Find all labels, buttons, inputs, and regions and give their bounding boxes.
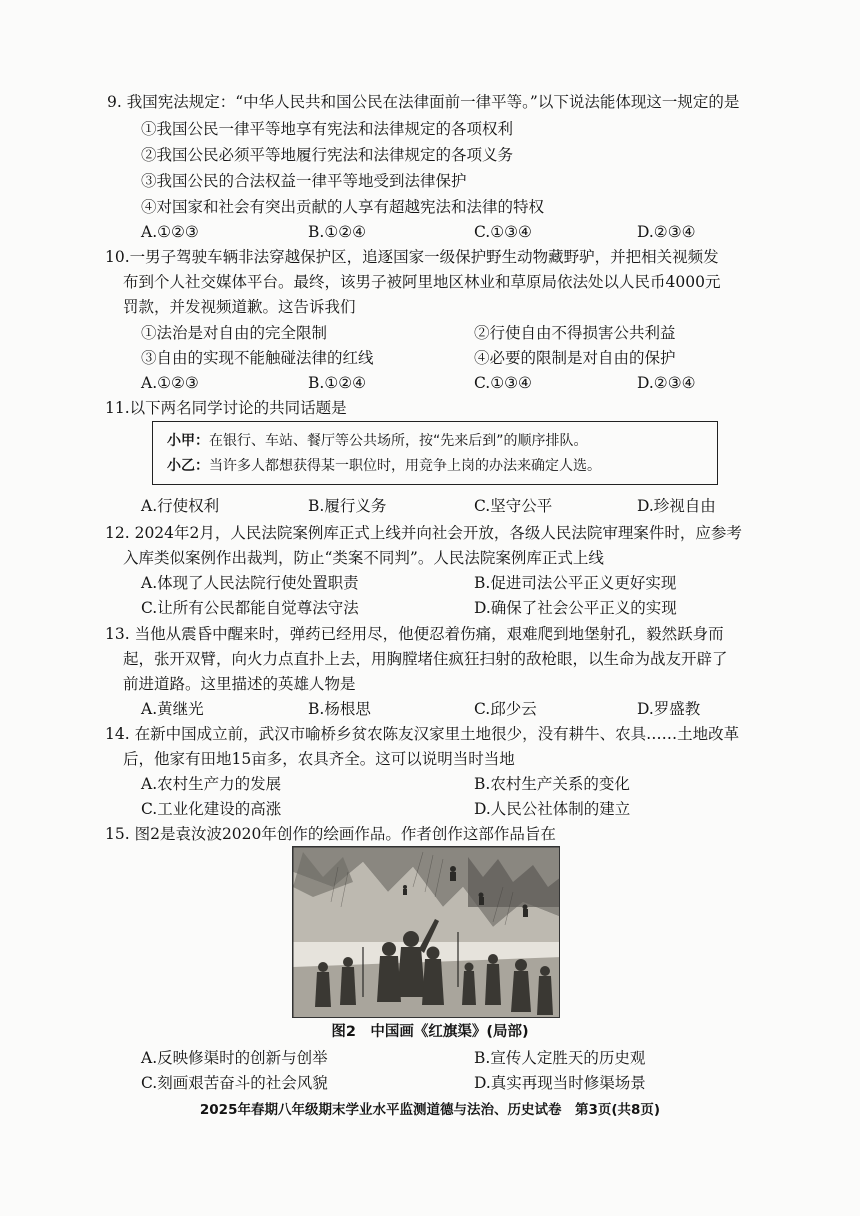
q11-option-a: A.行使权利 [141, 497, 220, 515]
painting-illustration [293, 847, 560, 1018]
speaker-xiaojia: 小甲： [167, 433, 209, 449]
q14-option-c: C.工业化建设的高涨 [141, 800, 282, 818]
q10-option-c: C.①③④ [474, 374, 532, 392]
q10-item-4: ④必要的限制是对自由的保护 [474, 349, 676, 367]
q9-item-3: ③我国公民的合法权益一律平等地受到法律保护 [141, 172, 467, 190]
q13-stem-line-3: 前进道路。这里描述的英雄人物是 [123, 675, 356, 693]
q12-stem-line-1: 12. 2024年2月，人民法院案例库正式上线并向社会开放，各级人民法院审理案件时，应参考 [105, 524, 742, 542]
q14-option-a: A.农村生产力的发展 [141, 775, 282, 793]
q14-option-d: D.人民公社体制的建立 [474, 800, 631, 818]
page-footer: 2025年春期八年级期末学业水平监测道德与法治、历史试卷 第3页(共8页) [199, 1102, 661, 1118]
q11-option-c: C.坚守公平 [474, 497, 553, 515]
q9-item-1: ①我国公民一律平等地享有宪法和法律规定的各项权利 [141, 120, 514, 138]
q10-stem-line-3: 罚款，并发视频道歉。这告诉我们 [123, 298, 356, 316]
q10-stem-line-1: 10.一男子驾驶车辆非法穿越保护区，追逐国家一级保护野生动物藏野驴，并把相关视频发 [105, 248, 719, 266]
q13-option-c: C.邱少云 [474, 700, 537, 718]
q11-dialogue-line-2 [167, 455, 601, 477]
q10-item-1: ①法治是对自由的完全限制 [141, 324, 328, 342]
q9-item-2: ②我国公民必须平等地履行宪法和法律规定的各项义务 [141, 146, 514, 164]
q15-option-b: B.宣传人定胜天的历史观 [474, 1049, 646, 1067]
painting-red-flag-canal-image [292, 846, 560, 1018]
q11-stem: 11.以下两名同学讨论的共同话题是 [105, 399, 347, 417]
q14-stem-line-1: 14. 在新中国成立前，武汉市喻桥乡贫农陈友汉家里土地很少，没有耕牛、农具……土地改革 [105, 725, 740, 743]
figure-caption: 图2 中国画《红旗渠》(局部) [331, 1024, 529, 1040]
q15-option-c: C.刻画艰苦奋斗的社会风貌 [141, 1074, 328, 1092]
q10-stem-line-2: 布到个人社交媒体平台。最终，该男子被阿里地区林业和草原局依法处以人民币4000元 [123, 273, 721, 291]
speaker-xiaoyi-text: 当许多人都想获得某一职位时，用竞争上岗的办法来确定人选。 [209, 458, 601, 474]
q12-stem-line-2: 入库类似案例作出裁判，防止“类案不同判”。人民法院案例库正式上线 [123, 549, 604, 567]
q9-option-a: A.①②③ [141, 223, 199, 241]
q15-option-a: A.反映修渠时的创新与创举 [141, 1049, 328, 1067]
q13-stem-line-1: 13. 当他从震昏中醒来时，弹药已经用尽，他便忍着伤痛，艰难爬到地堡射孔，毅然跃身而 [105, 625, 724, 643]
q12-option-d: D.确保了社会公平正义的实现 [474, 599, 677, 617]
q13-option-a: A.黄继光 [141, 700, 204, 718]
q14-stem-line-2: 后，他家有田地15亩多，农具齐全。这可以说明当时当地 [123, 750, 515, 768]
q11-option-b: B.履行义务 [308, 497, 387, 515]
q11-dialogue-box [152, 421, 718, 485]
speaker-xiaojia-text: 在银行、车站、餐厅等公共场所，按“先来后到”的顺序排队。 [209, 433, 588, 449]
q9-item-4: ④对国家和社会有突出贡献的人享有超越宪法和法律的特权 [141, 198, 545, 216]
q10-option-b: B.①②④ [308, 374, 367, 392]
q11-dialogue-line-1 [167, 430, 588, 452]
q10-item-2: ②行使自由不得损害公共利益 [474, 324, 676, 342]
q9-option-b: B.①②④ [308, 223, 367, 241]
q15-stem: 15. 图2是袁汝波2020年创作的绘画作品。作者创作这部作品旨在 [105, 825, 556, 843]
speaker-xiaoyi: 小乙： [167, 458, 209, 474]
q10-option-a: A.①②③ [141, 374, 199, 392]
q12-option-b: B.促进司法公平正义更好实现 [474, 574, 677, 592]
q13-option-b: B.杨根思 [308, 700, 371, 718]
q15-option-d: D.真实再现当时修渠场景 [474, 1074, 646, 1092]
q12-option-a: A.体现了人民法院行使处置职责 [141, 574, 359, 592]
q10-option-d: D.②③④ [637, 374, 696, 392]
q13-stem-line-2: 起，张开双臂，向火力点直扑上去，用胸膛堵住疯狂扫射的敌枪眼，以生命为战友开辟了 [123, 650, 728, 668]
q10-item-3: ③自由的实现不能触碰法律的红线 [141, 349, 374, 367]
q11-option-d: D.珍视自由 [637, 497, 716, 515]
q13-option-d: D.罗盛教 [637, 700, 701, 718]
q12-option-c: C.让所有公民都能自觉尊法守法 [141, 599, 359, 617]
q9-option-d: D.②③④ [637, 223, 696, 241]
q9-stem: 9. 我国宪法规定：“中华人民共和国公民在法律面前一律平等。”以下说法能体现这一规定的是 [107, 93, 740, 111]
q9-option-c: C.①③④ [474, 223, 532, 241]
q14-option-b: B.农村生产关系的变化 [474, 775, 630, 793]
